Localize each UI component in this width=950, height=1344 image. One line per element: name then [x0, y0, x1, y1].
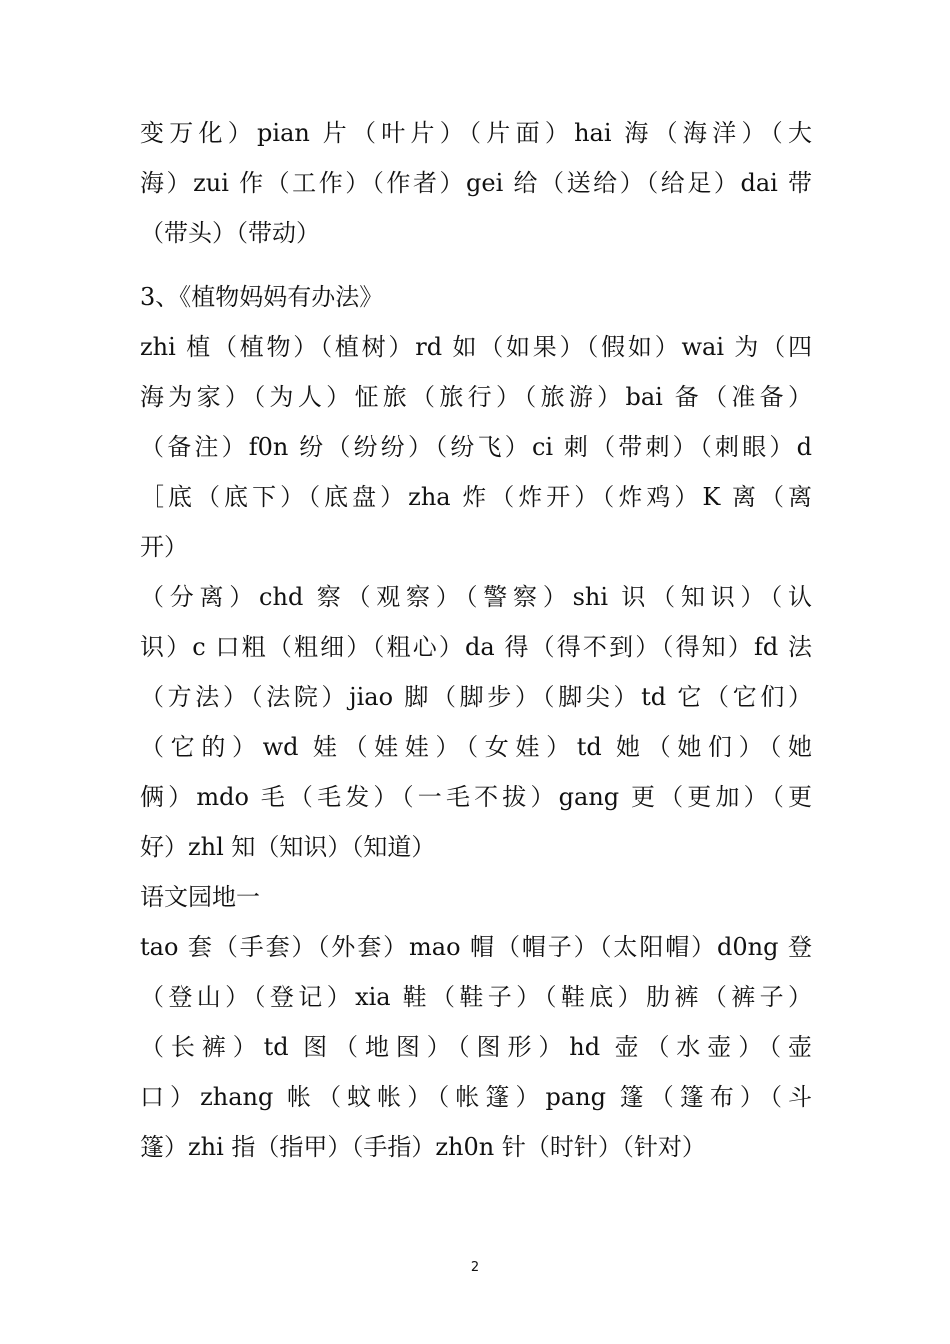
text-line: zhi 植（植物）（植树）rd 如（如果）（假如）wai 为（四	[140, 333, 812, 361]
section-heading: 3、《植物妈妈有办法》	[140, 283, 384, 311]
section-heading: 语文园地一	[140, 883, 260, 911]
text-line: 口）zhang 帐（蚊帐）（帐篷）pang 篷（篷布）（斗	[140, 1083, 812, 1111]
text-line: 变万化）pian 片（叶片）（片面）hai 海（海洋）（大	[140, 119, 812, 147]
text-line: ［底（底下）（底盘）zha 炸（炸开）（炸鸡）K 离（离	[140, 483, 812, 511]
text-line: （它的）wd 娃（娃娃）（女娃）td 她（她们）（她	[140, 733, 812, 761]
text-line: （方法）（法院）jiao 脚（脚步）（脚尖）td 它（它们）	[140, 683, 812, 711]
text-line: 海）zui 作（工作）（作者）gei 给（送给）（给足）dai 带	[140, 169, 812, 197]
text-line: （分离）chd 察（观察）（警察）shi 识（知识）（认	[140, 583, 812, 611]
text-line: （登山）（登记）xia 鞋（鞋子）（鞋底）肋裤（裤子）	[140, 983, 812, 1011]
text-line: 海为家）（为人）怔旅（旅行）（旅游）bai 备（准备）	[140, 383, 812, 411]
text-line: （长裤）td 图（地图）（图形）hd 壶（水壶）（壶	[140, 1033, 812, 1061]
document-body	[140, 108, 812, 1172]
text-line: tao 套（手套）（外套）mao 帽（帽子）（太阳帽）d0ng 登	[140, 933, 812, 961]
text-line: （带头）（带动）	[140, 219, 320, 247]
text-line: 篷）zhi 指（指甲）（手指）zh0n 针（时针）（针对）	[140, 1133, 706, 1161]
text-line: 好）zhl 知（知识）（知道）	[140, 833, 436, 861]
text-line: （备注）f0n 纷（纷纷）（纷飞）ci 刺（带刺）（刺眼）d	[140, 433, 812, 461]
text-line: 开）	[140, 533, 188, 561]
text-line: 识）c 口粗（粗细）（粗心）da 得（得不到）（得知）fd 法	[140, 633, 812, 661]
text-line: 俩）mdo 毛（毛发）（一毛不拔）gang 更（更加）（更	[140, 783, 812, 811]
page-number: 2	[470, 1260, 480, 1275]
